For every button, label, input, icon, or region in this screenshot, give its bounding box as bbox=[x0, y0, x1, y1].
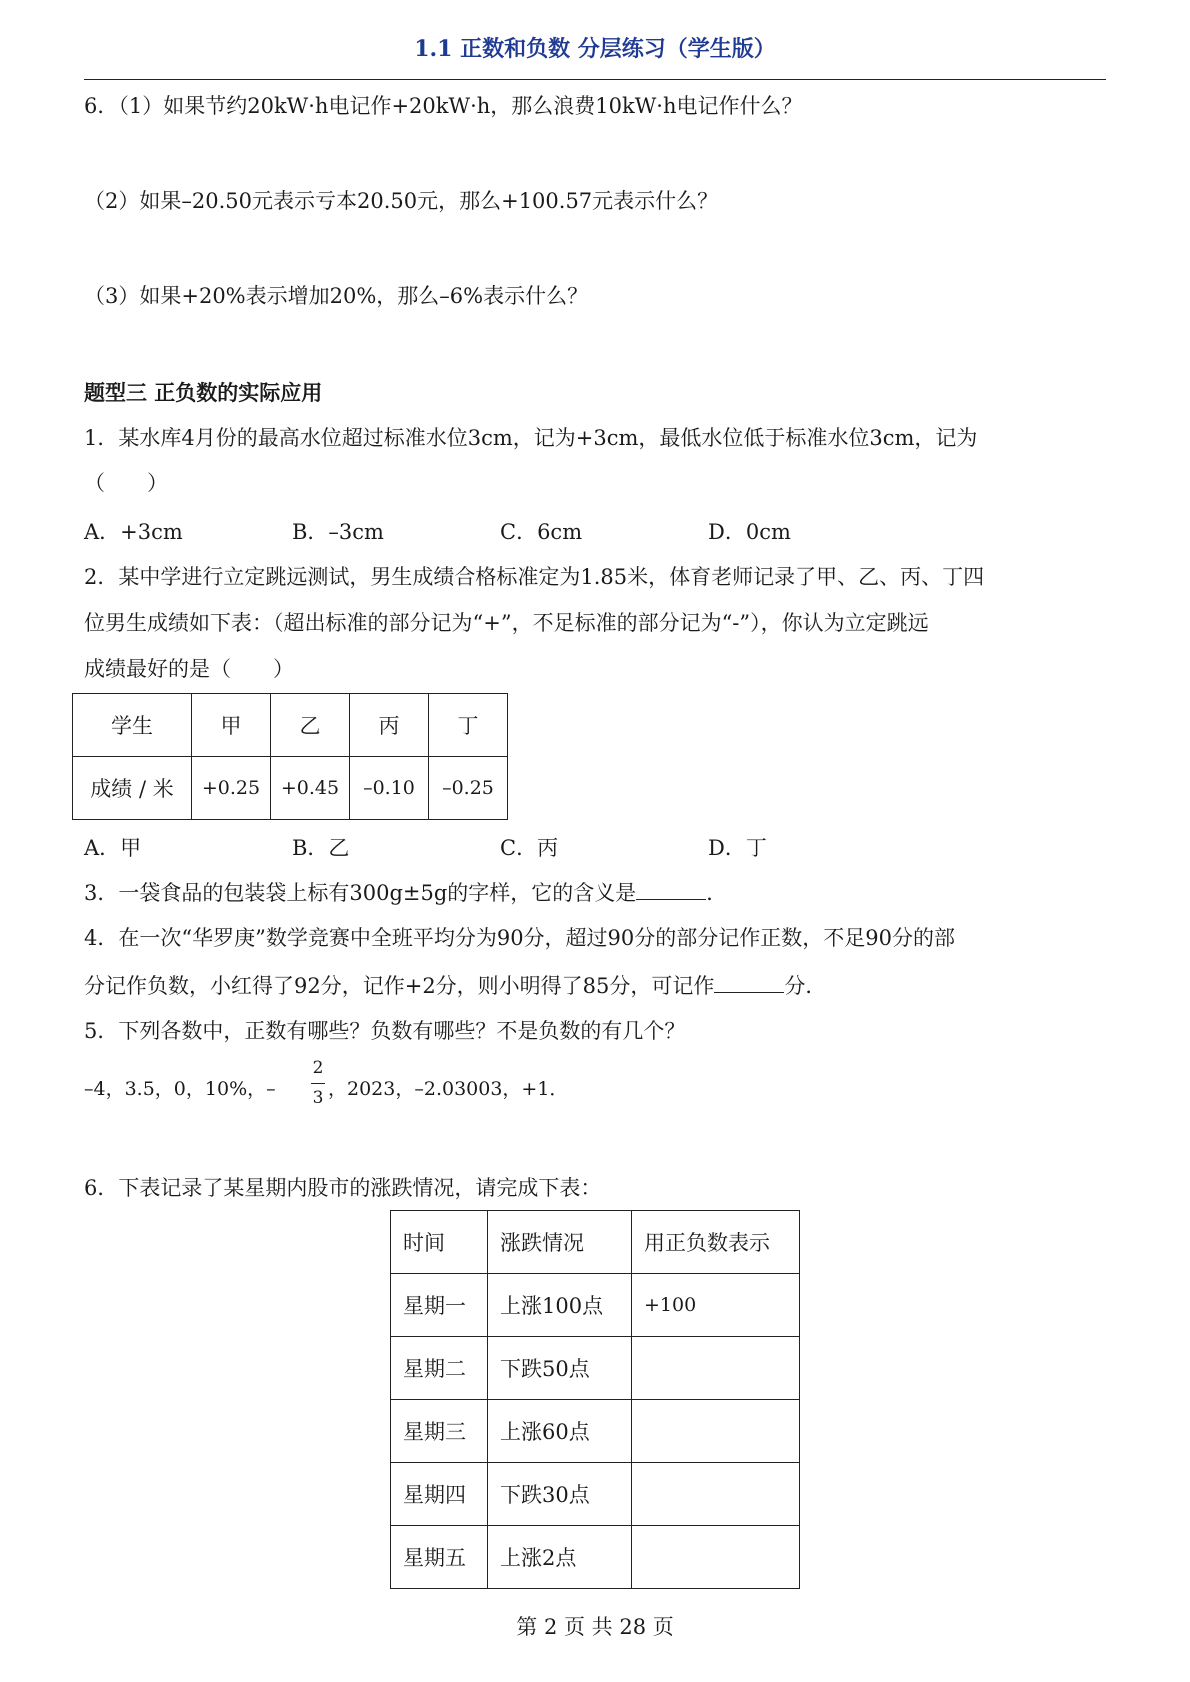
table-row bbox=[391, 1337, 800, 1400]
table-cell: +0.25 bbox=[192, 757, 271, 820]
q5-numbers-after: ，2023，–2.03003，+1． bbox=[328, 1078, 569, 1100]
table-row bbox=[391, 1211, 800, 1274]
table-cell: 星期五 bbox=[391, 1526, 488, 1589]
table-cell: +100 bbox=[632, 1274, 800, 1337]
table-cell: –0.10 bbox=[350, 757, 429, 820]
q3-stem bbox=[84, 877, 727, 907]
q2-option-d: D．丁 bbox=[708, 836, 767, 860]
q6-stem: 6．下表记录了某星期内股市的涨跌情况，请完成下表： bbox=[84, 1176, 602, 1200]
table-cell: 上涨100点 bbox=[488, 1274, 632, 1337]
table-row bbox=[391, 1526, 800, 1589]
q2-stem-line1: 2．某中学进行立定跳远测试，男生成绩合格标准定为1.85米，体育老师记录了甲、乙、丙、丁四 bbox=[84, 565, 985, 589]
q1-option-a: A．+3cm bbox=[84, 520, 183, 544]
table-cell: 涨跌情况 bbox=[488, 1211, 632, 1274]
q6-prev-part3: （3）如果+20%表示增加20%，那么–6%表示什么？ bbox=[84, 284, 589, 308]
table-cell: 学生 bbox=[73, 694, 192, 757]
fraction-numerator: 2 bbox=[312, 1058, 324, 1078]
table-cell: +0.45 bbox=[271, 757, 350, 820]
q5-numbers-before: –4，3.5，0，10%，– bbox=[84, 1078, 276, 1100]
q1-stem-line1: 1．某水库4月份的最高水位超过标准水位3cm，记为+3cm，最低水位低于标准水位3cm，记为 bbox=[84, 426, 978, 450]
table-cell: 丁 bbox=[429, 694, 508, 757]
q6-prev-part1: 6．（1）如果节约20kW·h电记作+20kW·h，那么浪费10kW·h电记作什么？ bbox=[84, 94, 803, 118]
stock-change-table bbox=[390, 1210, 800, 1589]
table-cell: 上涨2点 bbox=[488, 1526, 632, 1589]
q5-stem: 5．下列各数中，正数有哪些？负数有哪些？不是负数的有几个？ bbox=[84, 1019, 686, 1043]
header-divider bbox=[84, 79, 1106, 80]
q3-tail: ． bbox=[706, 881, 728, 905]
table-cell: 星期一 bbox=[391, 1274, 488, 1337]
q2-option-b: B．乙 bbox=[292, 836, 350, 860]
table-cell: 星期四 bbox=[391, 1463, 488, 1526]
table-row bbox=[73, 694, 508, 757]
table-cell: –0.25 bbox=[429, 757, 508, 820]
table-row bbox=[391, 1400, 800, 1463]
table-cell: 乙 bbox=[271, 694, 350, 757]
table-cell: 时间 bbox=[391, 1211, 488, 1274]
q2-stem-line3: 成绩最好的是（ ） bbox=[84, 657, 294, 681]
answer-blank[interactable] bbox=[636, 877, 706, 900]
q3-text: 3．一袋食品的包装袋上标有300g±5g的字样，它的含义是 bbox=[84, 881, 637, 905]
table-cell: 星期三 bbox=[391, 1400, 488, 1463]
q4-tail: 分． bbox=[784, 974, 827, 998]
fraction-denominator: 3 bbox=[312, 1088, 324, 1108]
table-cell: 下跌30点 bbox=[488, 1463, 632, 1526]
q2-option-c: C．丙 bbox=[500, 836, 559, 860]
answer-cell[interactable] bbox=[632, 1463, 800, 1526]
q4-text: 分记作负数，小红得了92分，记作+2分，则小明得了85分，可记作 bbox=[84, 974, 715, 998]
table-cell: 上涨60点 bbox=[488, 1400, 632, 1463]
q2-stem-line2: 位男生成绩如下表：（超出标准的部分记为“+”，不足标准的部分记为“-”），你认为立定跳远 bbox=[84, 611, 929, 635]
q4-stem-line2 bbox=[84, 970, 826, 1000]
answer-cell[interactable] bbox=[632, 1400, 800, 1463]
table-cell: 用正负数表示 bbox=[632, 1211, 800, 1274]
q1-option-b: B．–3cm bbox=[292, 520, 384, 544]
table-cell: 下跌50点 bbox=[488, 1337, 632, 1400]
page-number: 第 2 页 共 28 页 bbox=[516, 1615, 674, 1639]
q6-prev-part2: （2）如果–20.50元表示亏本20.50元，那么+100.57元表示什么？ bbox=[84, 189, 719, 213]
q2-option-a: A．甲 bbox=[84, 836, 142, 860]
table-cell: 星期二 bbox=[391, 1337, 488, 1400]
table-row bbox=[391, 1463, 800, 1526]
table-row bbox=[391, 1274, 800, 1337]
q1-option-c: C．6cm bbox=[500, 520, 583, 544]
q4-stem-line1: 4．在一次“华罗庚”数学竞赛中全班平均分为90分，超过90分的部分记作正数，不足90分的部 bbox=[84, 926, 955, 950]
answer-cell[interactable] bbox=[632, 1337, 800, 1400]
section-heading: 题型三 正负数的实际应用 bbox=[84, 380, 323, 405]
answer-blank[interactable] bbox=[714, 970, 784, 993]
fraction-bar bbox=[311, 1083, 325, 1084]
q1-option-d: D．0cm bbox=[708, 520, 791, 544]
table-cell: 丙 bbox=[350, 694, 429, 757]
table-row bbox=[73, 757, 508, 820]
q1-stem-line2: （ ） bbox=[84, 471, 168, 495]
table-cell: 成绩 / 米 bbox=[73, 757, 192, 820]
page-title: 1.1 正数和负数 分层练习（学生版） bbox=[414, 36, 776, 62]
jump-scores-table bbox=[72, 693, 508, 820]
answer-cell[interactable] bbox=[632, 1526, 800, 1589]
table-cell: 甲 bbox=[192, 694, 271, 757]
